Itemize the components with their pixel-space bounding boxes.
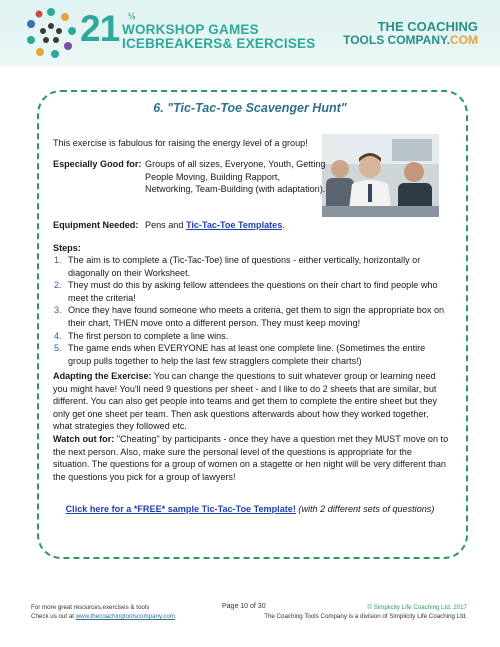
header-fraction: ½ xyxy=(128,11,136,21)
step-text: The first person to complete a line wins. xyxy=(68,330,229,341)
header-title xyxy=(122,23,315,51)
watch-out-label: Watch out for: xyxy=(53,434,115,444)
footer-left-prefix: Check us out at xyxy=(31,613,76,620)
footer-right xyxy=(264,603,467,621)
brand-logo xyxy=(343,20,478,47)
equipment-row xyxy=(53,219,328,233)
footer-left-line2 xyxy=(31,612,175,621)
website-link[interactable]: www.thecoachingtoolscompany.com xyxy=(75,613,175,620)
step-text: Once they have found someone who meets a criteria, get them to sign the appropriate box on their chart, THEN move onto a different person. They must keep moving! xyxy=(68,305,445,328)
step-item xyxy=(53,342,449,367)
good-for-value: Groups of all sizes, Everyone, Youth, Getting People Moving, Building Rapport, Networking, Team-Building (with adaptation). xyxy=(145,159,326,195)
step-text: They must do this by asking fellow attendees the questions on their chart to find people who meet the criteria! xyxy=(68,280,438,303)
page-header xyxy=(0,0,500,66)
step-number: 3. xyxy=(54,305,62,316)
footer-left xyxy=(31,603,175,621)
step-number: 2. xyxy=(54,280,62,291)
equipment-suffix: . xyxy=(282,220,285,230)
header-title-line2: ICEBREAKERS& EXERCISES xyxy=(122,36,316,51)
step-text: The game ends when EVERYONE has at least one complete line. (Sometimes the entire group pulls together to help the last few stragglers complete their charts!) xyxy=(68,343,426,366)
people-photo xyxy=(322,134,439,217)
footer-left-line1: For more great resources,exercises & tools xyxy=(31,604,150,611)
step-item xyxy=(53,330,449,343)
watch-out-text: "Cheating" by participants - once they have a question met they MUST move on to the next person. Also, make sure the personal level of the questions is appropriate for the situation. The questions for a group of women on a stagette or hen night will be very different than the questions you pick for a group of lawyers! xyxy=(53,434,449,482)
copyright: © Simplicity Life Coaching Ltd. 2017 xyxy=(367,604,467,611)
header-number: 21 xyxy=(80,8,120,49)
step-item xyxy=(53,279,449,304)
equipment-value xyxy=(145,219,330,232)
step-text: The aim is to complete a (Tic-Tac-Toe) line of questions - either vertically, horizontally or diagonally on their Worksheet. xyxy=(68,255,421,278)
good-for-row xyxy=(53,158,328,208)
brand-line2 xyxy=(343,33,478,47)
watch-out-paragraph xyxy=(53,433,449,483)
steps-heading: Steps: xyxy=(53,243,81,253)
cta-note: (with 2 different sets of questions) xyxy=(295,504,435,514)
step-number: 1. xyxy=(54,255,62,265)
equipment-prefix: Pens and xyxy=(145,220,186,230)
good-for-label: Especially Good for: xyxy=(53,159,142,169)
brand-com: COM xyxy=(450,33,478,47)
adapting-label: Adapting the Exercise: xyxy=(53,371,152,381)
steps-list xyxy=(53,254,449,367)
cta-line xyxy=(0,503,500,516)
people-circle-logo-icon xyxy=(24,6,78,60)
adapting-text: You can change the questions to suit whatever group or learning need you might have! You'll need 9 questions per sheet - and I like to do 2 sheets that are similar, but different. You can also get people into teams and get them to complete the entire sheet but they only get one sheet per team. Then ask questions afterwards about how they worked together, what strategies they followed etc. xyxy=(53,371,438,432)
step-item xyxy=(53,304,449,329)
equipment-label: Equipment Needed: xyxy=(53,220,139,230)
page-number: Page 10 of 30 xyxy=(222,603,266,610)
brand-line1: THE COACHING xyxy=(377,19,478,34)
step-item xyxy=(53,254,449,279)
step-number: 4. xyxy=(54,330,62,341)
adapting-paragraph xyxy=(53,370,449,433)
step-number: 5. xyxy=(54,343,62,354)
templates-link[interactable]: Tic-Tac-Toe Templates xyxy=(185,220,283,230)
brand-line2-text: TOOLS COMPANY. xyxy=(343,33,450,47)
free-template-link[interactable]: Click here for a *FREE* sample Tic-Tac-Toe Template! xyxy=(65,504,296,514)
intro-text: This exercise is fabulous for raising the energy level of a group! xyxy=(53,138,308,148)
exercise-title: 6. "Tic-Tac-Toe Scavenger Hunt" xyxy=(153,101,347,115)
header-title-line1: WORKSHOP GAMES xyxy=(122,22,259,37)
division-note: The Coaching Tools Company is a division of Simplicity Life Coaching Ltd. xyxy=(264,613,467,620)
